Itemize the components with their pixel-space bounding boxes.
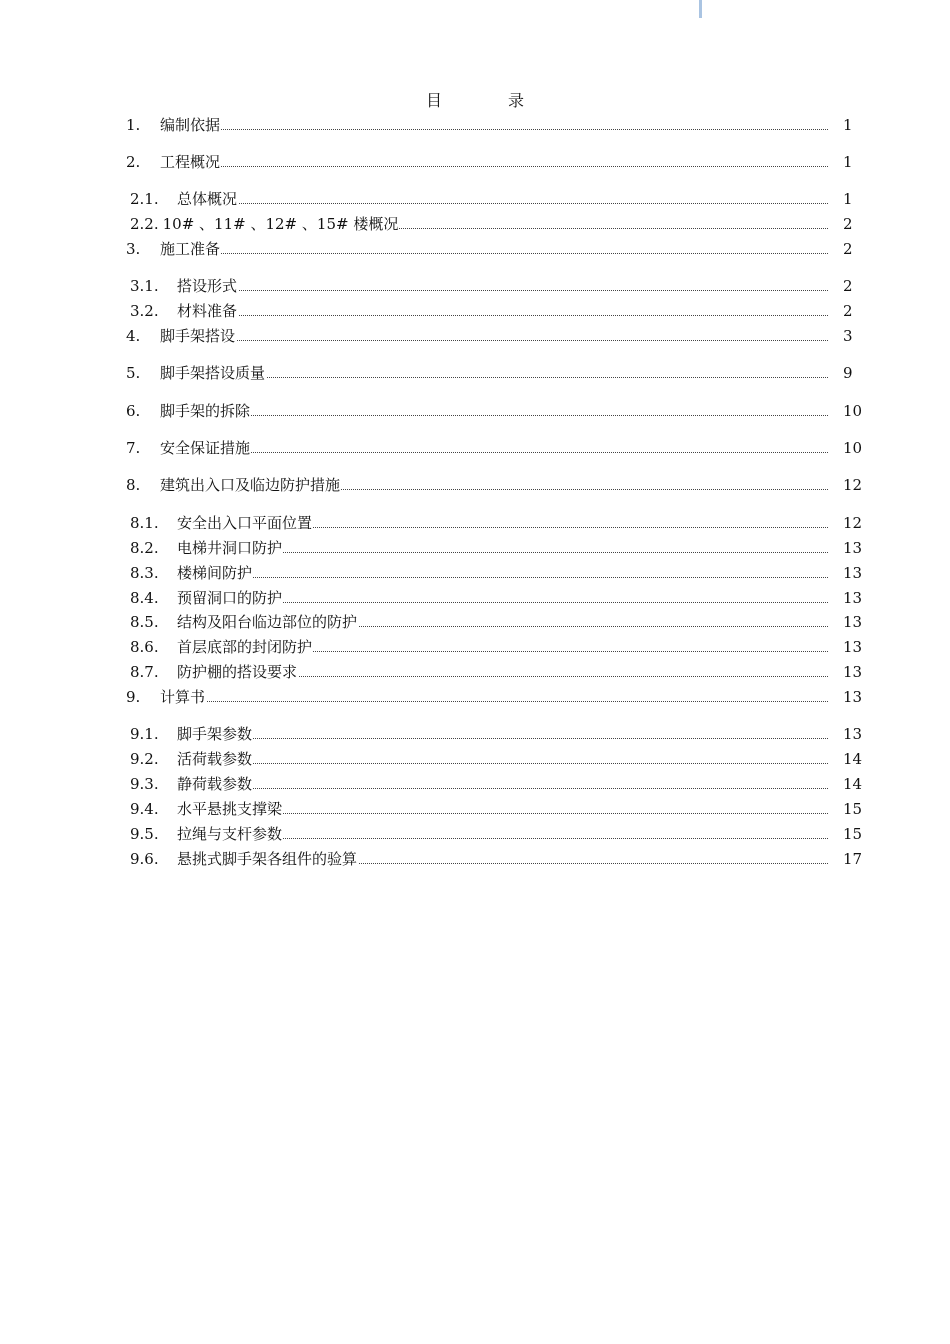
toc-dot-leader bbox=[160, 415, 828, 416]
toc-entry[interactable] bbox=[0, 537, 950, 559]
toc-dot-leader bbox=[160, 340, 828, 341]
toc-entry-label: 脚手架搭设质量 bbox=[160, 364, 266, 382]
toc-entry[interactable] bbox=[0, 325, 950, 347]
toc-entry[interactable] bbox=[0, 798, 950, 820]
toc-entry-label: 计算书 bbox=[160, 688, 206, 706]
toc-entry[interactable] bbox=[0, 562, 950, 584]
toc-entry-page-number: 10 bbox=[843, 439, 863, 457]
toc-entry-page-number: 3 bbox=[843, 327, 853, 345]
toc-dot-leader bbox=[160, 253, 828, 254]
toc-entry-number: 3.1. bbox=[130, 277, 159, 295]
toc-entry-page-number: 13 bbox=[843, 688, 863, 706]
toc-entry[interactable] bbox=[0, 773, 950, 795]
toc-entry-page-number: 14 bbox=[843, 750, 863, 768]
toc-entry-page-number: 10 bbox=[843, 402, 863, 420]
toc-entry-label: 静荷载参数 bbox=[177, 775, 253, 793]
toc-entry[interactable] bbox=[0, 275, 950, 297]
toc-entry[interactable] bbox=[0, 362, 950, 384]
toc-entry-page-number: 14 bbox=[843, 775, 863, 793]
toc-entry-number: 8. bbox=[126, 476, 141, 494]
toc-entry-number: 2.2. bbox=[130, 215, 159, 233]
page-corner-mark bbox=[699, 0, 702, 18]
toc-entry-page-number: 15 bbox=[843, 825, 863, 843]
toc-dot-leader bbox=[160, 129, 828, 130]
toc-entry-page-number: 13 bbox=[843, 638, 863, 656]
toc-entry-label: 脚手架的拆除 bbox=[160, 402, 251, 420]
toc-entry-page-number: 13 bbox=[843, 613, 863, 631]
toc-entry-number: 3. bbox=[126, 240, 141, 258]
toc-entry-number: 9. bbox=[126, 688, 141, 706]
toc-entry-number: 9.1. bbox=[130, 725, 159, 743]
toc-dot-leader bbox=[177, 577, 828, 578]
toc-dot-leader bbox=[177, 315, 828, 316]
toc-title-char: 录 bbox=[508, 91, 525, 110]
toc-entry-label: 活荷载参数 bbox=[177, 750, 253, 768]
toc-entry[interactable] bbox=[0, 587, 950, 609]
toc-entry-label: 搭设形式 bbox=[177, 277, 238, 295]
toc-entry[interactable] bbox=[0, 300, 950, 322]
toc-entry-number: 8.5. bbox=[130, 613, 159, 631]
toc-entry-label: 结构及阳台临边部位的防护 bbox=[177, 613, 358, 631]
toc-entry-label: 拉绳与支杆参数 bbox=[177, 825, 283, 843]
toc-entry[interactable] bbox=[0, 661, 950, 683]
toc-entry-label: 安全保证措施 bbox=[160, 439, 251, 457]
toc-entry-number: 7. bbox=[126, 439, 141, 457]
toc-entry[interactable] bbox=[0, 474, 950, 496]
toc-entry[interactable] bbox=[0, 611, 950, 633]
toc-entry-label: 施工准备 bbox=[160, 240, 221, 258]
toc-entry-page-number: 2 bbox=[843, 215, 853, 233]
toc-entry-number: 9.5. bbox=[130, 825, 159, 843]
toc-entry-page-number: 13 bbox=[843, 663, 863, 681]
toc-entry[interactable] bbox=[0, 151, 950, 173]
toc-dot-leader bbox=[160, 701, 828, 702]
toc-entry-page-number: 1 bbox=[843, 190, 853, 208]
toc-entry-number: 1. bbox=[126, 116, 141, 134]
toc-entry-page-number: 13 bbox=[843, 539, 863, 557]
toc-entry-label: 安全出入口平面位置 bbox=[177, 514, 313, 532]
toc-entry[interactable] bbox=[0, 238, 950, 260]
toc-entry-number: 8.6. bbox=[130, 638, 159, 656]
toc-entry-page-number: 13 bbox=[843, 589, 863, 607]
toc-entry-number: 2. bbox=[126, 153, 141, 171]
toc-entry[interactable] bbox=[0, 848, 950, 870]
toc-title bbox=[0, 88, 950, 111]
toc-dot-leader bbox=[177, 763, 828, 764]
toc-entry[interactable] bbox=[0, 512, 950, 534]
toc-entry-page-number: 13 bbox=[843, 564, 863, 582]
toc-entry-label: 预留洞口的防护 bbox=[177, 589, 283, 607]
toc-entry-number: 9.2. bbox=[130, 750, 159, 768]
toc-entry-page-number: 17 bbox=[843, 850, 863, 868]
toc-dot-leader bbox=[177, 738, 828, 739]
toc-entry[interactable] bbox=[0, 437, 950, 459]
toc-entry[interactable] bbox=[0, 636, 950, 658]
toc-entry[interactable] bbox=[0, 686, 950, 708]
toc-entry-page-number: 15 bbox=[843, 800, 863, 818]
toc-title-char: 目 bbox=[425, 91, 442, 110]
toc-entry-label: 脚手架参数 bbox=[177, 725, 253, 743]
toc-entry[interactable] bbox=[0, 823, 950, 845]
toc-entry[interactable] bbox=[0, 400, 950, 422]
toc-entry-number: 9.6. bbox=[130, 850, 159, 868]
toc-entry[interactable] bbox=[0, 213, 950, 235]
toc-entry-number: 2.1. bbox=[130, 190, 159, 208]
toc-entry[interactable] bbox=[0, 723, 950, 745]
toc-entry-label: 工程概况 bbox=[160, 153, 221, 171]
toc-entry-label: 电梯井洞口防护 bbox=[177, 539, 283, 557]
toc-entry[interactable] bbox=[0, 188, 950, 210]
toc-entry-page-number: 9 bbox=[843, 364, 853, 382]
toc-entry-page-number: 12 bbox=[843, 514, 863, 532]
toc-entry-number: 3.2. bbox=[130, 302, 159, 320]
toc-entry-number: 6. bbox=[126, 402, 141, 420]
toc-entry-number: 4. bbox=[126, 327, 141, 345]
toc-entry-number: 9.3. bbox=[130, 775, 159, 793]
toc-entry-page-number: 1 bbox=[843, 116, 853, 134]
toc-entry-number: 5. bbox=[126, 364, 141, 382]
toc-dot-leader bbox=[160, 452, 828, 453]
toc-entry-label: 楼梯间防护 bbox=[177, 564, 253, 582]
toc-dot-leader bbox=[177, 788, 828, 789]
toc-dot-leader bbox=[160, 166, 828, 167]
toc-entry-number: 8.7. bbox=[130, 663, 159, 681]
toc-entry-number: 8.1. bbox=[130, 514, 159, 532]
toc-entry-label: 总体概况 bbox=[177, 190, 238, 208]
toc-entry-label: 防护棚的搭设要求 bbox=[177, 663, 298, 681]
toc-entry-label: 首层底部的封闭防护 bbox=[177, 638, 313, 656]
toc-entry-number: 8.2. bbox=[130, 539, 159, 557]
toc-entry[interactable] bbox=[0, 114, 950, 136]
toc-entry[interactable] bbox=[0, 748, 950, 770]
toc-entry-number: 9.4. bbox=[130, 800, 159, 818]
toc-entry-label: 脚手架搭设 bbox=[160, 327, 236, 345]
toc-entry-label: 材料准备 bbox=[177, 302, 238, 320]
toc-entry-label: 10# 、11# 、12# 、15# 楼概况 bbox=[162, 215, 399, 233]
toc-dot-leader bbox=[177, 203, 828, 204]
toc-entry-page-number: 12 bbox=[843, 476, 863, 494]
toc-entry-page-number: 2 bbox=[843, 302, 853, 320]
toc-entry-page-number: 2 bbox=[843, 277, 853, 295]
toc-entry-page-number: 1 bbox=[843, 153, 853, 171]
toc-entry-label: 悬挑式脚手架各组件的验算 bbox=[177, 850, 358, 868]
toc-entry-page-number: 2 bbox=[843, 240, 853, 258]
toc-dot-leader bbox=[177, 290, 828, 291]
toc-entry-page-number: 13 bbox=[843, 725, 863, 743]
toc-entry-label: 建筑出入口及临边防护措施 bbox=[160, 476, 341, 494]
toc-entry-number: 8.4. bbox=[130, 589, 159, 607]
toc-entry-label: 编制依据 bbox=[160, 116, 221, 134]
toc-entry-number: 8.3. bbox=[130, 564, 159, 582]
toc-entry-label: 水平悬挑支撑梁 bbox=[177, 800, 283, 818]
